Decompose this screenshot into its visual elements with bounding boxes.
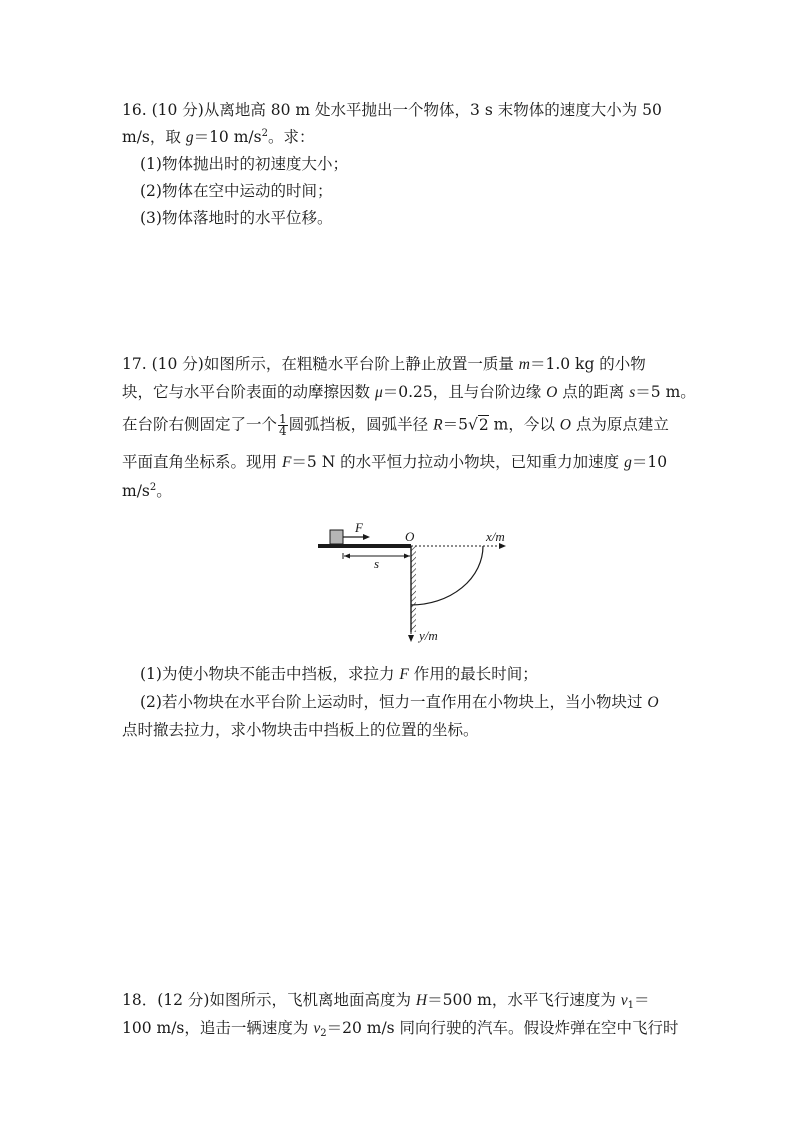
O-label: O	[405, 529, 415, 544]
text: ＝0.25，且与台阶边缘	[382, 383, 547, 401]
text: 点的距离	[557, 383, 630, 401]
text: 块，它与水平台阶表面的动摩擦因数	[122, 383, 375, 401]
text: m，今以	[488, 415, 560, 434]
q18-line-1	[122, 990, 650, 1011]
block	[330, 530, 343, 544]
x-label: x/m	[486, 529, 505, 544]
q17-line-4	[122, 452, 667, 473]
y-axis-arrowhead	[408, 635, 414, 642]
text: ＝1.0 kg 的小物	[529, 355, 646, 373]
text: ＝	[634, 991, 650, 1009]
q16-sub-1: (1)物体抛出时的初速度大小；	[140, 155, 348, 173]
text: ＝5 m。	[635, 383, 696, 401]
text: 作用的最长时间；	[408, 665, 538, 683]
H-symbol: H	[415, 992, 428, 1009]
q16-line-2	[122, 127, 314, 148]
v-symbol: v	[620, 992, 628, 1009]
text: ＝10 m/s	[193, 128, 262, 146]
fraction-numerator: 1	[279, 412, 287, 426]
sqrt-sign: √	[467, 415, 478, 434]
q16-line-1	[122, 100, 662, 120]
text: ＝20 m/s 同向行驶的汽车。假设炸弹在空中飞行时	[326, 1019, 679, 1037]
y-axis-label	[417, 628, 438, 643]
text: ＝5 N 的水平恒力拉动小物块，已知重力加速度	[291, 453, 625, 471]
text: (1)为使小物块不能击中挡板，求拉力	[140, 665, 400, 683]
superscript: 2	[261, 128, 268, 139]
subscript: 2	[320, 1028, 327, 1039]
y-label: y/m	[419, 628, 438, 643]
wall-hatching	[411, 546, 416, 632]
text: (2)若小物块在水平台阶上运动时，恒力一直作用在小物块上，当小物块过	[140, 693, 648, 711]
text: 点为原点建立	[570, 415, 669, 434]
force-arrowhead	[363, 534, 370, 540]
table-surface	[318, 544, 411, 548]
q17-sub-2-line-2: 点时撤去拉力，求小物块击中挡板上的位置的坐标。	[122, 721, 479, 739]
x-axis-label	[485, 529, 505, 544]
text: 17. (10 分)如图所示，在粗糙水平台阶上静止放置一质量	[122, 355, 519, 373]
g-symbol: g	[185, 129, 194, 146]
F-label: F	[355, 520, 363, 535]
O-symbol: O	[546, 384, 558, 401]
text: m/s	[122, 482, 150, 500]
superscript: 2	[149, 482, 157, 493]
text: ＝10	[631, 453, 668, 471]
q17-line-3	[122, 414, 669, 437]
q17-line-1	[122, 354, 646, 375]
m-symbol: m	[518, 356, 530, 373]
s-symbol: s	[629, 384, 636, 401]
text: 。求：	[267, 128, 315, 146]
q17-sub-2-line-1	[140, 692, 659, 713]
text: 圆弧挡板，圆弧半径	[288, 415, 434, 434]
g-symbol: g	[624, 454, 632, 471]
quarter-arc-baffle	[411, 546, 483, 605]
q16-sub-3: (3)物体落地时的水平位移。	[140, 209, 333, 227]
s-arrow-left	[344, 554, 350, 559]
text: 100 m/s，追击一辆速度为	[122, 1019, 314, 1037]
fraction-denominator: 4	[279, 424, 287, 438]
F-symbol: F	[399, 666, 409, 683]
mu-symbol: μ	[374, 384, 383, 401]
q16-sub-2: (2)物体在空中运动的时间；	[140, 182, 333, 200]
R-symbol: R	[433, 416, 443, 434]
O-symbol: O	[559, 416, 571, 434]
fraction-quarter	[278, 414, 288, 437]
q17-sub-1	[140, 664, 538, 685]
text: m/s，取	[122, 128, 186, 146]
text: 16. (10 分)从离地高 80 m 处水平抛出一个物体，3 s 末物体的速度大小为 50	[122, 101, 662, 119]
text: ＝5	[442, 415, 468, 434]
sqrt-radicand: 2	[478, 415, 489, 434]
q17-line-2	[122, 382, 696, 403]
text: 。	[156, 482, 172, 500]
text: 在台阶右侧固定了一个	[122, 415, 278, 434]
O-symbol: O	[647, 694, 659, 711]
q17-line-5	[122, 481, 172, 501]
text: 平面直角坐标系。现用	[122, 453, 282, 471]
q18-line-2	[122, 1018, 679, 1039]
text: 18．(12 分)如图所示，飞机离地面高度为	[122, 991, 416, 1009]
s-arrow-right	[404, 554, 410, 559]
F-symbol: F	[281, 454, 292, 471]
s-label: s	[374, 556, 380, 571]
v-symbol: v	[313, 1020, 321, 1037]
subscript: 1	[627, 1000, 635, 1011]
physics-diagram	[310, 510, 525, 650]
text: ＝500 m，水平飞行速度为	[427, 991, 621, 1009]
